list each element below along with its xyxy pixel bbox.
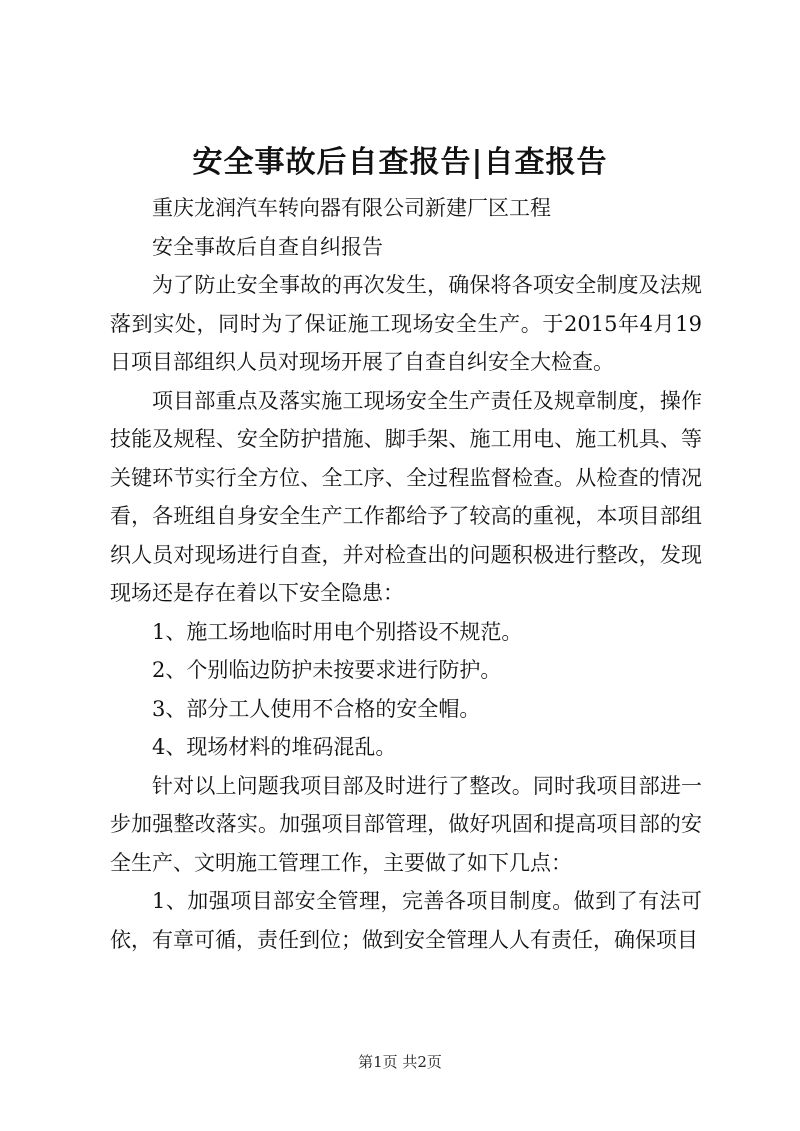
project-name-line: 重庆龙润汽车转向器有限公司新建厂区工程 [152, 196, 551, 220]
hazard-item-3: 3、部分工人使用不合格的安全帽。 [152, 696, 481, 721]
report-subtitle-line: 安全事故后自查自纠报告 [152, 234, 383, 259]
rectification-paragraph: 针对以上问题我项目部及时进行了整改。同时我项目部进一步加强整改落实。加强项目部管理，做好巩固和提高项目部的安全生产、文明施工管理工作，主要做了如下几点： [110, 773, 702, 875]
hazard-item-4: 4、现场材料的堆码混乱。 [152, 735, 397, 759]
document-body [110, 189, 702, 959]
inspection-paragraph: 项目部重点及落实施工现场安全生产责任及规章制度，操作技能及规程、安全防护措施、脚手架、施工用电、施工机具、等关键环节实行全方位、全工序、全过程监督检查。从检查的情况看，各班组自身安全生产工作都给予了较高的重视，本项目部组织人员对现场进行自查，并对检查出的问题积极进行整改，发现现场还是存在着以下安全隐患： [110, 388, 702, 605]
intro-paragraph: 为了防止安全事故的再次发生，确保将各项安全制度及法规落到实处，同时为了保证施工现场安全生产。于2015年4月19日项目部组织人员对现场开展了自查自纠安全大检查。 [110, 273, 702, 374]
hazard-item-2: 2、个别临边防护未按要求进行防护。 [152, 658, 502, 682]
hazard-item-1: 1、施工场地临时用电个别搭设不规范。 [152, 619, 523, 644]
measure-item-1: 1、加强项目部安全管理，完善各项目制度。做到了有法可依，有章可循，责任到位；做到安全管理人人有责任，确保项目 [110, 889, 702, 952]
page-number-footer: 第1页 共2页 [358, 1053, 442, 1071]
document-title: 安全事故后自查报告|自查报告 [192, 145, 608, 180]
